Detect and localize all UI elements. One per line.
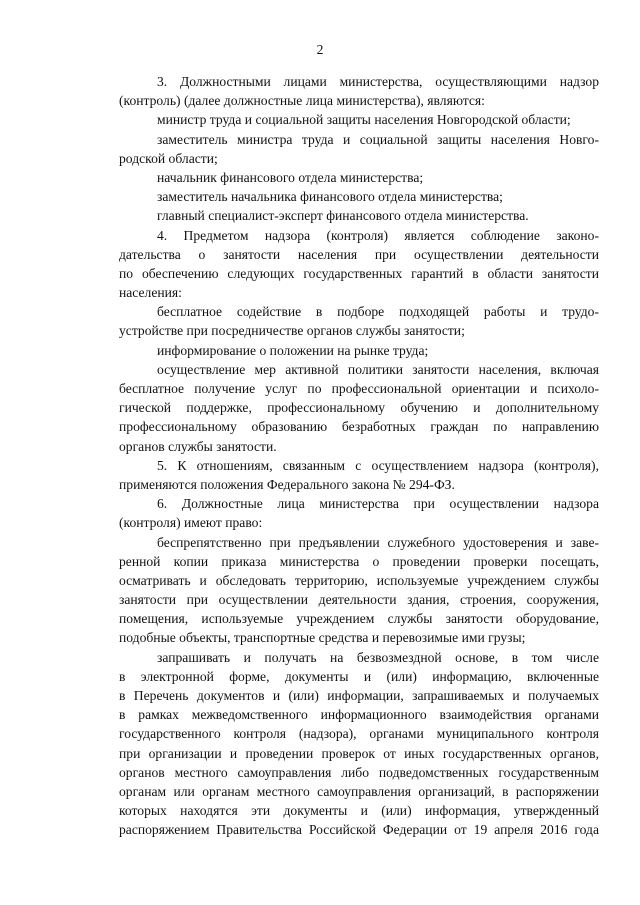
text-line: органов службы занятости. [119, 438, 277, 454]
text-line: родской области; [119, 150, 218, 166]
text-line: ренной копии приказа министерства о проведении проверки посещать, [119, 553, 599, 569]
text-line: устройстве при посредничестве органов службы занятости; [119, 323, 465, 339]
text-line: 4. Предметом надзора (контроля) является соблюдение законо- [157, 227, 599, 243]
text-line: (контроль) (далее должностные лица министерства), являются: [119, 93, 485, 109]
text-line: заместитель начальника финансового отдела министерства; [157, 189, 503, 205]
text-line: в электронной форме, документы и (или) информацию, включенные [119, 668, 599, 684]
text-line: 3. Должностными лицами министерства, осуществляющими надзор [157, 74, 599, 89]
text-line: заместитель министра труда и социальной защиты населения Новго- [157, 131, 599, 147]
page-number: 2 [316, 42, 324, 57]
text-line: занятости при осуществлении деятельности здания, строения, сооружения, [119, 592, 599, 608]
text-line: подобные объекты, транспортные средства и перевозимые ими грузы; [119, 630, 526, 646]
text-line: в Перечень документов и (или) информации, запрашиваемых и получаемых [119, 688, 599, 703]
text-line: распоряжением Правительства Российской Федерации от 19 апреля 2016 года [119, 822, 599, 838]
text-line: органам или органам местного самоуправления организаций, в распоряжении [119, 783, 599, 799]
text-line: в рамках межведомственного информационного взаимодействия органами [119, 707, 599, 723]
document-body [119, 72, 599, 840]
text-line: главный специалист-эксперт финансового отдела министерства. [157, 208, 529, 224]
text-line: при организации и проведении проверок от иных государственных органов, [119, 745, 599, 761]
text-line: запрашивать и получать на безвозмездной основе, в том числе [157, 649, 599, 665]
text-line: органов местного самоуправления либо подведомственных государственным [119, 764, 599, 780]
text-line: информирование о положении на рынке труда; [157, 342, 429, 358]
text-line: начальник финансового отдела министерства; [157, 169, 424, 185]
text-line: беспрепятственно при предъявлении служебного удостоверения и заве- [157, 534, 599, 550]
text-line: дательства о занятости населения при осуществлении деятельности [119, 246, 599, 262]
text-line: осматривать и обследовать территорию, используемые учреждением службы [119, 572, 599, 588]
text-line: населения: [119, 285, 182, 301]
text-line: 6. Должностные лица министерства при осуществлении надзора [157, 496, 599, 512]
text-line: которых находятся эти документы и (или) информация, утвержденный [119, 803, 599, 819]
text-line: помещения, используемые учреждением службы занятости оборудование, [119, 611, 599, 627]
text-line: гической поддержке, профессиональному обучению и дополнительному [119, 400, 599, 416]
text-line: по обеспечению следующих государственных гарантий в области занятости [119, 265, 599, 281]
text-line: бесплатное содействие в подборе подходящей работы и трудо- [157, 304, 599, 320]
text-line: бесплатное получение услуг по профессиональной ориентации и психоло- [119, 381, 599, 396]
text-line: министр труда и социальной защиты населения Новгородской области; [157, 112, 571, 128]
text-line: применяются положения Федерального закона № 294-ФЗ. [119, 476, 455, 492]
text-line: осуществление мер активной политики занятости населения, включая [157, 361, 599, 377]
text-line: (контроля) имеют право: [119, 515, 263, 531]
text-line: профессиональному образованию безработных граждан по направлению [119, 419, 599, 435]
text-line: 5. К отношениям, связанным с осуществлением надзора (контроля), [157, 457, 599, 473]
text-line: государственного контроля (надзора), органами муниципального контроля [119, 726, 599, 742]
